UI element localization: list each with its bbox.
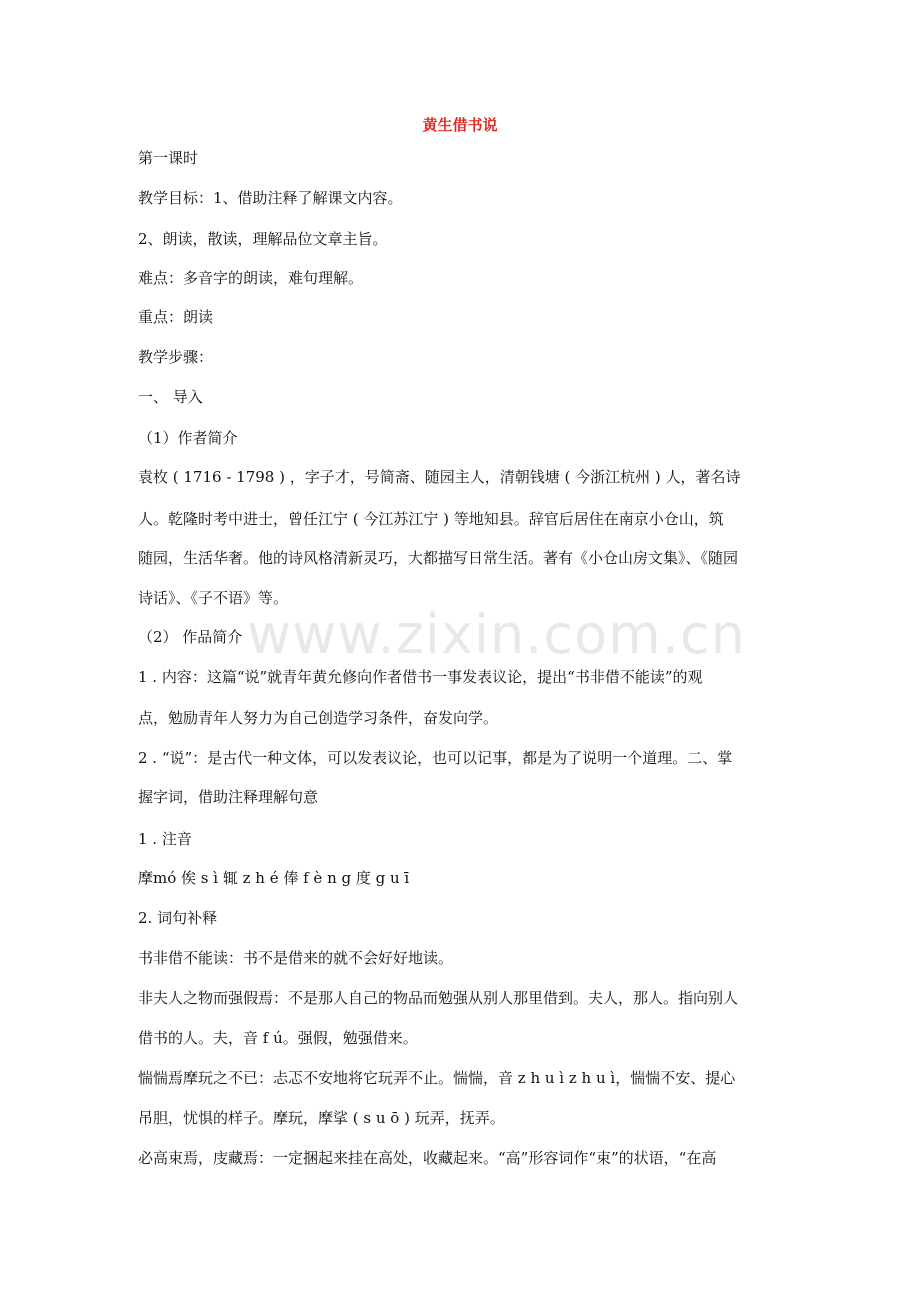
text-line: 袁枚 ( 1716 - 1798 ) ，字子才，号简斋、随园主人，清朝钱塘 ( 今浙江杭州 ) 人，著名诗	[138, 468, 741, 486]
text-line: 难点：多音字的朗读，难句理解。	[138, 269, 364, 287]
text-line: 人。乾隆时考中进士，曾任江宁 ( 今江苏江宁 ) 等地知县。辞官后居住在南京小仓山，筑	[138, 510, 724, 528]
text-line: 诗话》、《子不语》等。	[138, 589, 289, 607]
text-line: 握字词，借助注释理解句意	[138, 788, 319, 806]
text-line: 重点：朗读	[138, 308, 214, 326]
text-line: 必高束焉，庋藏焉：一定捆起来挂在高处，收藏起来。“高”形容词作“束”的状语，“在高	[138, 1149, 717, 1167]
text-line: 非夫人之物而强假焉：不是那人自己的物品而勉强从别人那里借到。夫人，那人。指向别人	[138, 989, 739, 1007]
text-line: 2 . “说”：是古代一种文体，可以发表议论，也可以记事，都是为了说明一个道理。二、掌	[138, 749, 733, 767]
text-line: 教学目标：1、借助注释了解课文内容。	[138, 189, 403, 207]
text-line: 2. 词句补释	[138, 909, 218, 927]
text-line: 借书的人。夫，音 f ú。强假，勉强借来。	[138, 1029, 418, 1047]
text-line: 一、 导入	[138, 388, 203, 406]
text-line: （2） 作品简介	[138, 628, 243, 646]
text-line: （1）作者简介	[138, 429, 238, 447]
text-line: 吊胆，忧惧的样子。摩玩，摩挲 ( s u ō ) 玩弄，抚弄。	[138, 1109, 505, 1127]
watermark: www.zixin.com.cn	[247, 603, 746, 666]
text-line: 2、朗读，散读，理解品位文章主旨。	[138, 230, 388, 248]
text-line: 教学步骤：	[138, 348, 214, 366]
text-line: 1 . 内容：这篇“说”就青年黄允修向作者借书一事发表议论，提出“书非借不能读”的观	[138, 668, 703, 686]
text-line: 摩mó 俟 s ì 辄 z h é 俸 f è n g 度 g u ī	[138, 869, 410, 887]
text-line: 点，勉励青年人努力为自己创造学习条件，奋发向学。	[138, 709, 499, 727]
text-line: 随园，生活华奢。他的诗风格清新灵巧，大都描写日常生活。著有《小仓山房文集》、《随园	[138, 549, 739, 567]
text-line: 惴惴焉摩玩之不已：忐忑不安地将它玩弄不止。惴惴，音 z h u ì z h u ì，惴惴不安、提心	[138, 1069, 736, 1087]
text-line: 第一课时	[138, 149, 199, 167]
text-line: 书非借不能读：书不是借来的就不会好好地读。	[138, 949, 454, 967]
text-line: 1 . 注音	[138, 830, 192, 848]
document-title: 黄生借书说	[422, 116, 498, 134]
